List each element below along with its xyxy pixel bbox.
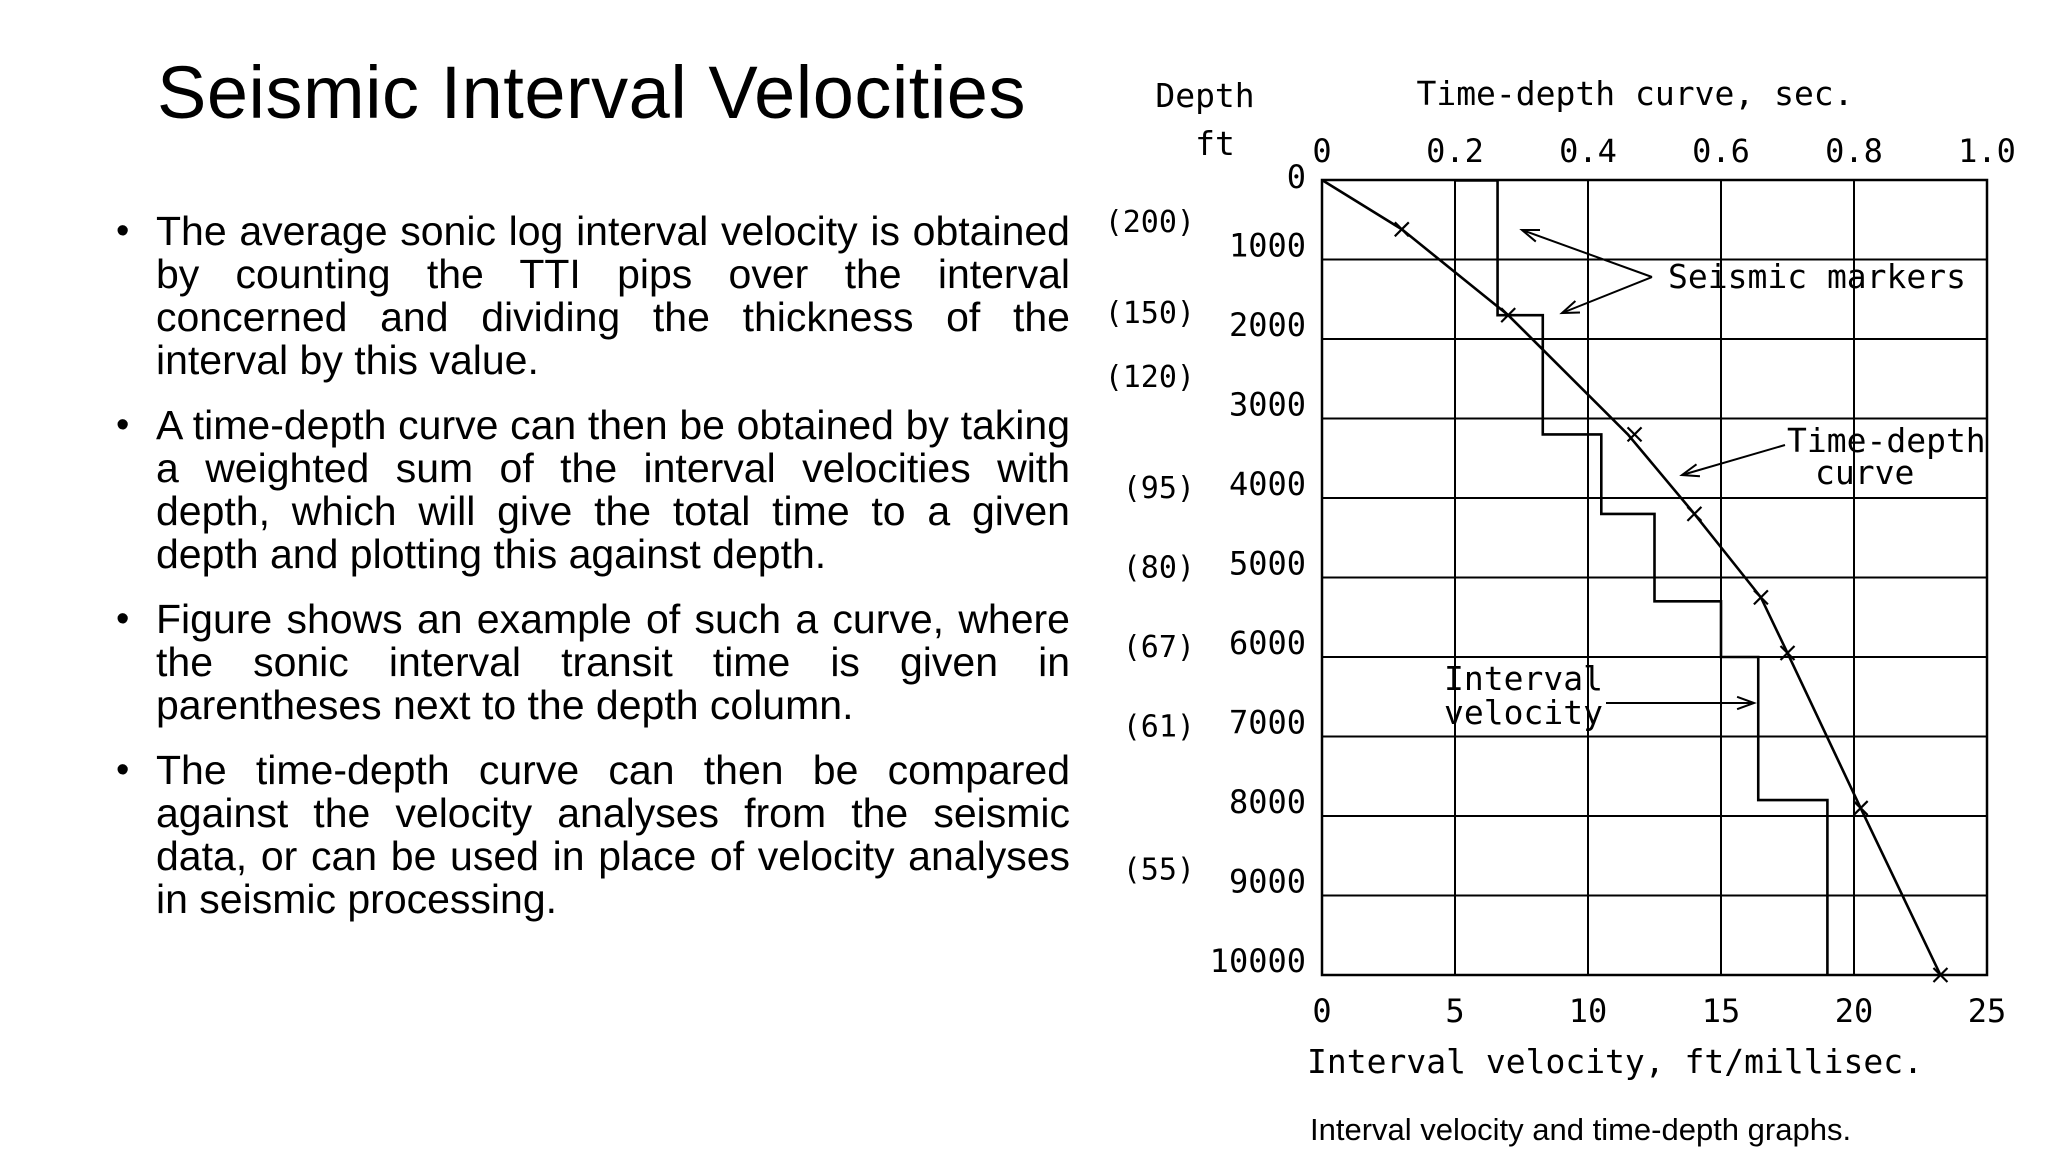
top-axis-label: Time-depth curve, sec.: [1416, 74, 1854, 113]
y-axis-tick-label: 10000: [1209, 942, 1306, 980]
bottom-axis-tick-label: 10: [1568, 992, 1608, 1030]
y-axis-tick-label: 0: [1286, 158, 1306, 196]
y-axis-tick-label: 5000: [1228, 544, 1306, 583]
bullet-item: • Figure shows an example of such a curve, where the sonic interval transit time is given in parentheses next to the depth column.: [110, 598, 1070, 727]
y-axis-tick-label: 2000: [1228, 306, 1306, 344]
seismic-marker: [1754, 590, 1768, 604]
velocity-figure: [1090, 70, 2035, 1080]
top-axis-tick-label: 0.6: [1692, 132, 1750, 170]
seismic-marker: [1854, 801, 1868, 815]
transit-time-label: (150): [1104, 296, 1195, 332]
top-axis-tick-label: 0.8: [1825, 132, 1883, 170]
seismic-marker: [1628, 427, 1642, 441]
y-axis-tick-label: 6000: [1228, 624, 1306, 662]
seismic-marker: [1395, 222, 1409, 236]
top-axis-tick-label: 0.2: [1426, 132, 1484, 170]
bottom-axis-tick-label: 15: [1701, 992, 1741, 1030]
figure-caption: Interval velocity and time-depth graphs.: [1310, 1112, 1852, 1147]
transit-time-label: (200): [1104, 204, 1195, 240]
y-axis-tick-label: 8000: [1228, 783, 1306, 821]
transit-time-label: (61): [1122, 709, 1195, 745]
transit-time-label: (120): [1104, 359, 1195, 395]
annotation-time-depth-line1: Time-depth: [1787, 421, 1986, 460]
bullet-item: • The average sonic log interval velocity is obtained by counting the TTI pips over the interval concerned and dividing the thickness of the interval by this value.: [110, 210, 1070, 382]
bottom-axis-tick-label: 20: [1834, 992, 1874, 1030]
chart-svg: [1090, 70, 2035, 1080]
seismic-marker: [1687, 507, 1701, 521]
bullet-item: • A time-depth curve can then be obtained by taking a weighted sum of the interval velocities with depth, which will give the total time to a given depth and plotting this against depth.: [110, 404, 1070, 576]
annotation-time-depth-line2: curve: [1815, 453, 1915, 492]
top-axis-tick-label: 1.0: [1958, 132, 2016, 170]
y-axis-tick-label: 9000: [1228, 862, 1306, 901]
slide-title: Seismic Interval Velocities: [157, 51, 1026, 134]
y-axis-label-line1: Depth: [1155, 76, 1255, 115]
transit-time-label: (67): [1122, 630, 1195, 666]
transit-time-label: (95): [1122, 471, 1195, 507]
y-axis-tick-label: 7000: [1228, 703, 1306, 742]
bottom-axis-tick-label: 5: [1445, 992, 1465, 1030]
transit-time-label: (80): [1122, 550, 1195, 586]
y-axis-label-line2: ft: [1195, 124, 1235, 163]
annotation-arrows: [1522, 230, 1785, 709]
top-axis-tick-label: 0: [1312, 132, 1332, 170]
annotation-seismic-markers: Seismic markers: [1668, 257, 1967, 296]
bottom-axis-label: Interval velocity, ft/millisec.: [1307, 1042, 1923, 1080]
bullet-list: [110, 210, 1070, 943]
annotation-interval-line1: Interval: [1444, 659, 1603, 698]
transit-time-label: (55): [1122, 852, 1195, 888]
top-axis-tick-label: 0.4: [1559, 132, 1617, 170]
y-axis-tick-label: 4000: [1228, 465, 1306, 503]
seismic-markers-arrow-lower: [1562, 277, 1652, 313]
bottom-axis-tick-label: 0: [1312, 992, 1332, 1030]
time-depth-curve-arrow: [1682, 445, 1785, 475]
annotation-interval-line2: velocity: [1444, 693, 1603, 732]
bottom-axis-tick-label: 25: [1967, 992, 2007, 1030]
y-axis-tick-label: 3000: [1228, 385, 1306, 424]
y-axis-tick-label: 1000: [1228, 226, 1306, 265]
bullet-item: • The time-depth curve can then be compared against the velocity analyses from the seismic data, or can be used in place of velocity analyses in seismic processing.: [110, 749, 1070, 921]
